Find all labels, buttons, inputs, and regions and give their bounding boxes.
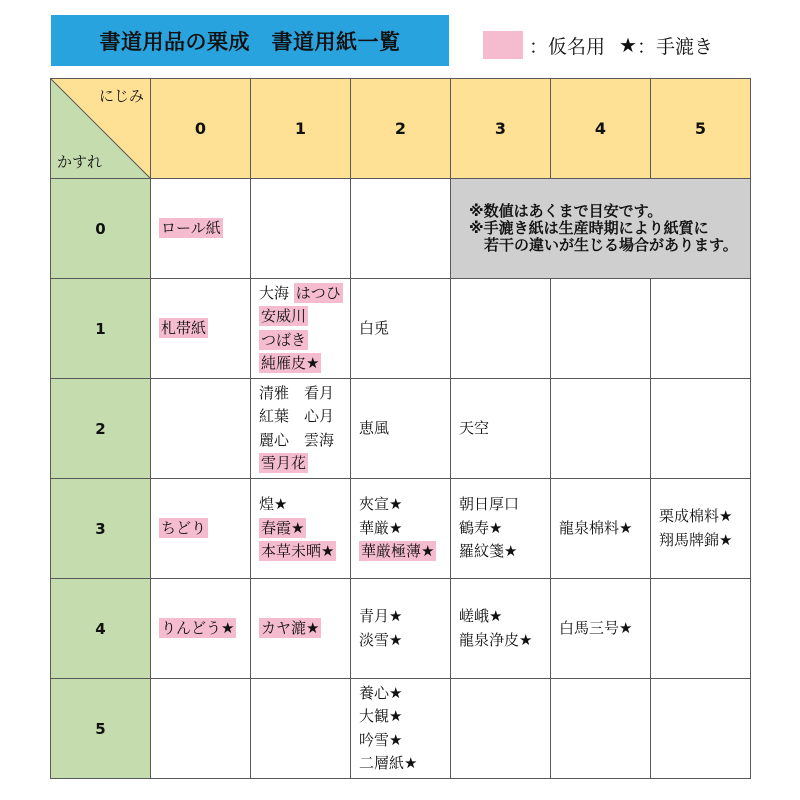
paper-line <box>459 605 550 629</box>
paper-name: 養心★ <box>359 683 403 702</box>
paper-line <box>259 282 350 306</box>
paper-line <box>359 317 450 341</box>
table-row <box>51 379 751 479</box>
paper-line <box>359 493 450 517</box>
grid-cell <box>551 279 651 379</box>
grid-cell <box>151 179 251 279</box>
paper-line <box>359 605 450 629</box>
grid-cell <box>351 179 451 279</box>
paper-line <box>159 617 250 641</box>
paper-line <box>459 417 550 441</box>
kana-paper-name: 純雁皮★ <box>261 354 320 372</box>
row-header: 5 <box>51 679 151 779</box>
legend <box>483 30 713 60</box>
cell-content <box>251 493 350 564</box>
paper-name: 嵯峨★ <box>459 607 503 625</box>
paper-name: 大観★ <box>359 707 403 725</box>
legend-kana-label: ：仮名用 <box>529 35 606 58</box>
paper-line <box>459 517 550 541</box>
cell-content <box>251 382 350 476</box>
table-row <box>51 679 751 779</box>
paper-name: 翔馬牌錦★ <box>659 530 733 549</box>
grid-cell <box>351 679 451 779</box>
grid-cell <box>151 479 251 579</box>
cell-content <box>151 317 250 341</box>
paper-name: 二層紙★ <box>359 754 418 772</box>
cell-content <box>351 317 450 341</box>
paper-name: 大海 <box>259 283 290 302</box>
grid-cell <box>451 479 551 579</box>
grid-cell <box>351 379 451 479</box>
table-row <box>51 279 751 379</box>
paper-line <box>259 493 350 517</box>
grid-cell <box>151 279 251 379</box>
grid-cell <box>151 679 251 779</box>
kana-paper-name: 春霞★ <box>261 518 305 537</box>
kana-swatch <box>483 31 523 59</box>
paper-line <box>459 629 550 653</box>
column-header: 3 <box>451 79 551 179</box>
row-header: 0 <box>51 179 151 279</box>
note-cell <box>451 179 751 279</box>
paper-name: 鶴寿★ <box>459 518 503 537</box>
cell-content <box>451 417 550 441</box>
note-line: 若干の違いが生じる場合があります。 <box>469 236 738 254</box>
cell-content <box>151 217 250 241</box>
paper-line <box>659 529 750 553</box>
paper-name: 清雅 看月 <box>259 383 335 402</box>
kana-paper-name: カヤ漉★ <box>261 618 320 637</box>
grid-cell <box>651 679 751 779</box>
paper-line <box>559 617 650 641</box>
paper-line <box>659 505 750 529</box>
kana-paper-name: ちどり <box>161 518 207 537</box>
paper-table <box>50 78 751 779</box>
cell-content <box>551 617 650 641</box>
paper-line <box>559 517 650 541</box>
paper-line <box>159 517 250 541</box>
cell-content <box>351 605 450 652</box>
paper-line <box>259 617 350 641</box>
cell-content <box>251 282 350 376</box>
table-row <box>51 179 751 279</box>
paper-name: 天空 <box>459 418 490 437</box>
grid-cell <box>451 579 551 679</box>
column-header: 0 <box>151 79 251 179</box>
grid-cell <box>151 379 251 479</box>
paper-name: 栗成棉料★ <box>659 507 733 525</box>
grid-cell <box>351 479 451 579</box>
row-header: 4 <box>51 579 151 679</box>
paper-line <box>259 429 350 453</box>
paper-name: 吟雪★ <box>359 730 403 749</box>
grid-cell <box>351 579 451 679</box>
paper-line <box>259 329 350 353</box>
row-header: 1 <box>51 279 151 379</box>
paper-line <box>159 317 250 341</box>
grid-cell <box>251 279 351 379</box>
grid-cell <box>651 279 751 379</box>
row-header: 2 <box>51 379 151 479</box>
grid-cell <box>351 279 451 379</box>
paper-name: 華厳★ <box>359 518 403 537</box>
grid-cell <box>651 479 751 579</box>
paper-name: 朝日厚口 <box>459 495 520 514</box>
cell-content <box>351 417 450 441</box>
column-header: 1 <box>251 79 351 179</box>
paper-name: 羅紋箋★ <box>459 542 518 561</box>
paper-name: 煌★ <box>259 495 288 514</box>
paper-name: 紅葉 心月 <box>259 407 335 425</box>
cell-content <box>151 617 250 641</box>
grid-cell <box>251 179 351 279</box>
row-axis-label: かすれ <box>57 153 103 171</box>
grid-cell <box>251 679 351 779</box>
paper-line <box>459 493 550 517</box>
kana-paper-name: 雪月花 <box>261 454 307 472</box>
grid-cell <box>551 479 651 579</box>
paper-line <box>359 629 450 653</box>
kana-paper-name: りんどう★ <box>161 618 235 637</box>
legend-handmade-label: ：手漉き <box>636 35 713 58</box>
column-axis-label: にじみ <box>98 87 144 105</box>
paper-name: 龍泉棉料★ <box>559 518 633 537</box>
kana-paper-name: つばき <box>261 330 307 349</box>
cell-content <box>151 517 250 541</box>
cell-content <box>551 517 650 541</box>
cell-content <box>451 493 550 564</box>
paper-line <box>359 682 450 706</box>
grid-cell <box>251 379 351 479</box>
paper-name: 麗心 雲海 <box>259 430 335 449</box>
corner-cell <box>51 79 151 179</box>
grid-cell <box>551 379 651 479</box>
column-header: 4 <box>551 79 651 179</box>
paper-line <box>459 540 550 564</box>
grid-cell <box>251 479 351 579</box>
grid-cell <box>451 279 551 379</box>
table-row <box>51 479 751 579</box>
paper-line <box>259 382 350 406</box>
kana-paper-name: 華厳極薄★ <box>361 542 435 561</box>
grid-cell <box>551 679 651 779</box>
paper-name: 淡雪★ <box>359 630 403 649</box>
column-header: 2 <box>351 79 451 179</box>
paper-name: 龍泉浄皮★ <box>459 630 533 649</box>
kana-paper-name: 安威川 <box>261 307 307 325</box>
paper-line <box>359 517 450 541</box>
cell-content <box>351 682 450 776</box>
grid-cell <box>551 579 651 679</box>
cell-content <box>451 605 550 652</box>
kana-paper-name: 札帯紙 <box>161 318 207 337</box>
row-header: 3 <box>51 479 151 579</box>
kana-paper-name: 本草未晒★ <box>261 542 335 561</box>
paper-line <box>259 352 350 376</box>
paper-line <box>259 452 350 476</box>
cell-content <box>351 493 450 564</box>
paper-line <box>359 729 450 753</box>
column-header: 5 <box>651 79 751 179</box>
grid-cell <box>651 379 751 479</box>
kana-paper-name: はつひ <box>295 283 341 302</box>
paper-line <box>159 217 250 241</box>
cell-content <box>651 505 750 552</box>
star-icon: ★ <box>619 33 637 57</box>
note-line: ※数値はあくまで目安です。 <box>469 202 663 220</box>
header-row <box>51 79 751 179</box>
paper-line <box>259 517 350 541</box>
grid-cell <box>151 579 251 679</box>
grid-cell <box>451 679 551 779</box>
cell-content <box>251 617 350 641</box>
paper-name: 恵風 <box>359 418 390 437</box>
paper-line <box>359 540 450 564</box>
paper-name: 夾宣★ <box>359 495 403 514</box>
paper-line <box>259 405 350 429</box>
paper-line <box>359 705 450 729</box>
paper-line <box>259 540 350 564</box>
paper-line <box>259 305 350 329</box>
kana-paper-name: ロール紙 <box>161 218 221 237</box>
paper-name: 青月★ <box>359 607 403 625</box>
grid-cell <box>251 579 351 679</box>
grid-cell <box>451 379 551 479</box>
grid-cell <box>651 579 751 679</box>
page-title: 書道用品の栗成 書道用紙一覧 <box>99 29 401 54</box>
paper-line <box>359 417 450 441</box>
paper-name: 白馬三号★ <box>559 618 633 637</box>
table-row <box>51 579 751 679</box>
page-title-banner <box>51 15 449 66</box>
note-line: ※手漉き紙は生産時期により紙質に <box>469 219 709 237</box>
paper-name: 白兎 <box>359 318 390 337</box>
paper-line <box>359 752 450 776</box>
